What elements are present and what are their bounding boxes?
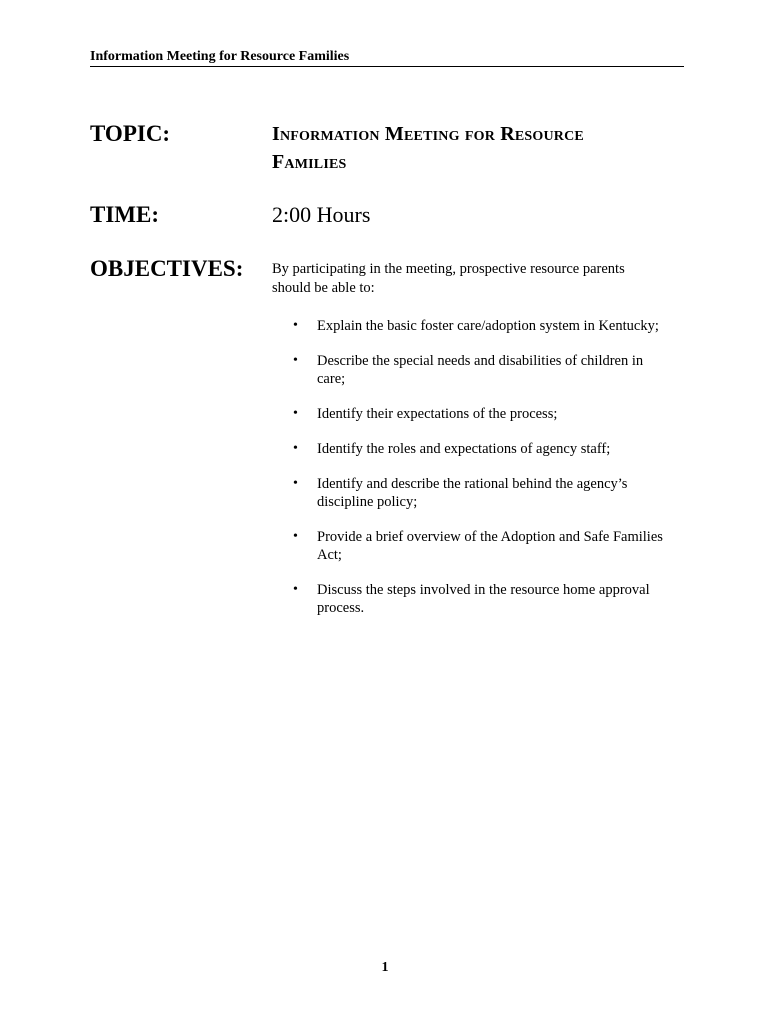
time-value: 2:00 Hours <box>272 202 371 227</box>
topic-label: TOPIC: <box>90 121 171 146</box>
bullet-icon: • <box>293 406 298 421</box>
objectives-intro <box>272 255 672 298</box>
objective-item-line-1: Provide a brief overview of the Adoption and Safe Families <box>317 529 663 545</box>
page-number: 1 <box>381 960 389 975</box>
bullet-icon: • <box>293 441 298 456</box>
objectives-list <box>272 317 684 634</box>
objective-item-line-1: Explain the basic foster care/adoption system in Kentucky; <box>317 318 659 334</box>
time-label: TIME: <box>90 202 159 227</box>
bullet-icon: • <box>293 476 298 491</box>
objective-item <box>272 352 684 388</box>
objective-item <box>272 317 684 335</box>
topic-value <box>272 120 684 176</box>
objective-item <box>272 440 684 458</box>
objective-item-line-1: Discuss the steps involved in the resource home approval <box>317 582 650 598</box>
objective-item-line-2: Act; <box>317 547 342 563</box>
bullet-icon: • <box>293 582 298 597</box>
objective-item-line-2: process. <box>317 600 365 616</box>
topic-value-line-2: Families <box>272 151 347 173</box>
objective-item-line-1: Identify their expectations of the process; <box>317 406 558 422</box>
objectives-intro-line-1: By participating in the meeting, prospective resource parents <box>272 261 625 277</box>
topic-value-line-1: Information Meeting for Resource <box>272 123 584 145</box>
running-header <box>90 47 684 67</box>
running-header-title: Information Meeting for Resource Families <box>90 49 350 64</box>
bullet-icon: • <box>293 353 298 368</box>
objectives-intro-line-2: should be able to: <box>272 280 375 296</box>
objective-item <box>272 528 684 564</box>
objective-item-line-2: discipline policy; <box>317 494 418 510</box>
objective-item-line-1: Describe the special needs and disabilities of children in <box>317 353 644 369</box>
objective-item-line-1: Identify the roles and expectations of agency staff; <box>317 441 611 457</box>
objective-item-line-2: care; <box>317 371 346 387</box>
objective-item-line-1: Identify and describe the rational behind the agency’s <box>317 476 628 492</box>
objective-item <box>272 475 684 511</box>
bullet-icon: • <box>293 529 298 544</box>
objective-item <box>272 581 684 617</box>
bullet-icon: • <box>293 318 298 333</box>
objective-item <box>272 405 684 423</box>
objectives-label: OBJECTIVES: <box>90 256 244 281</box>
